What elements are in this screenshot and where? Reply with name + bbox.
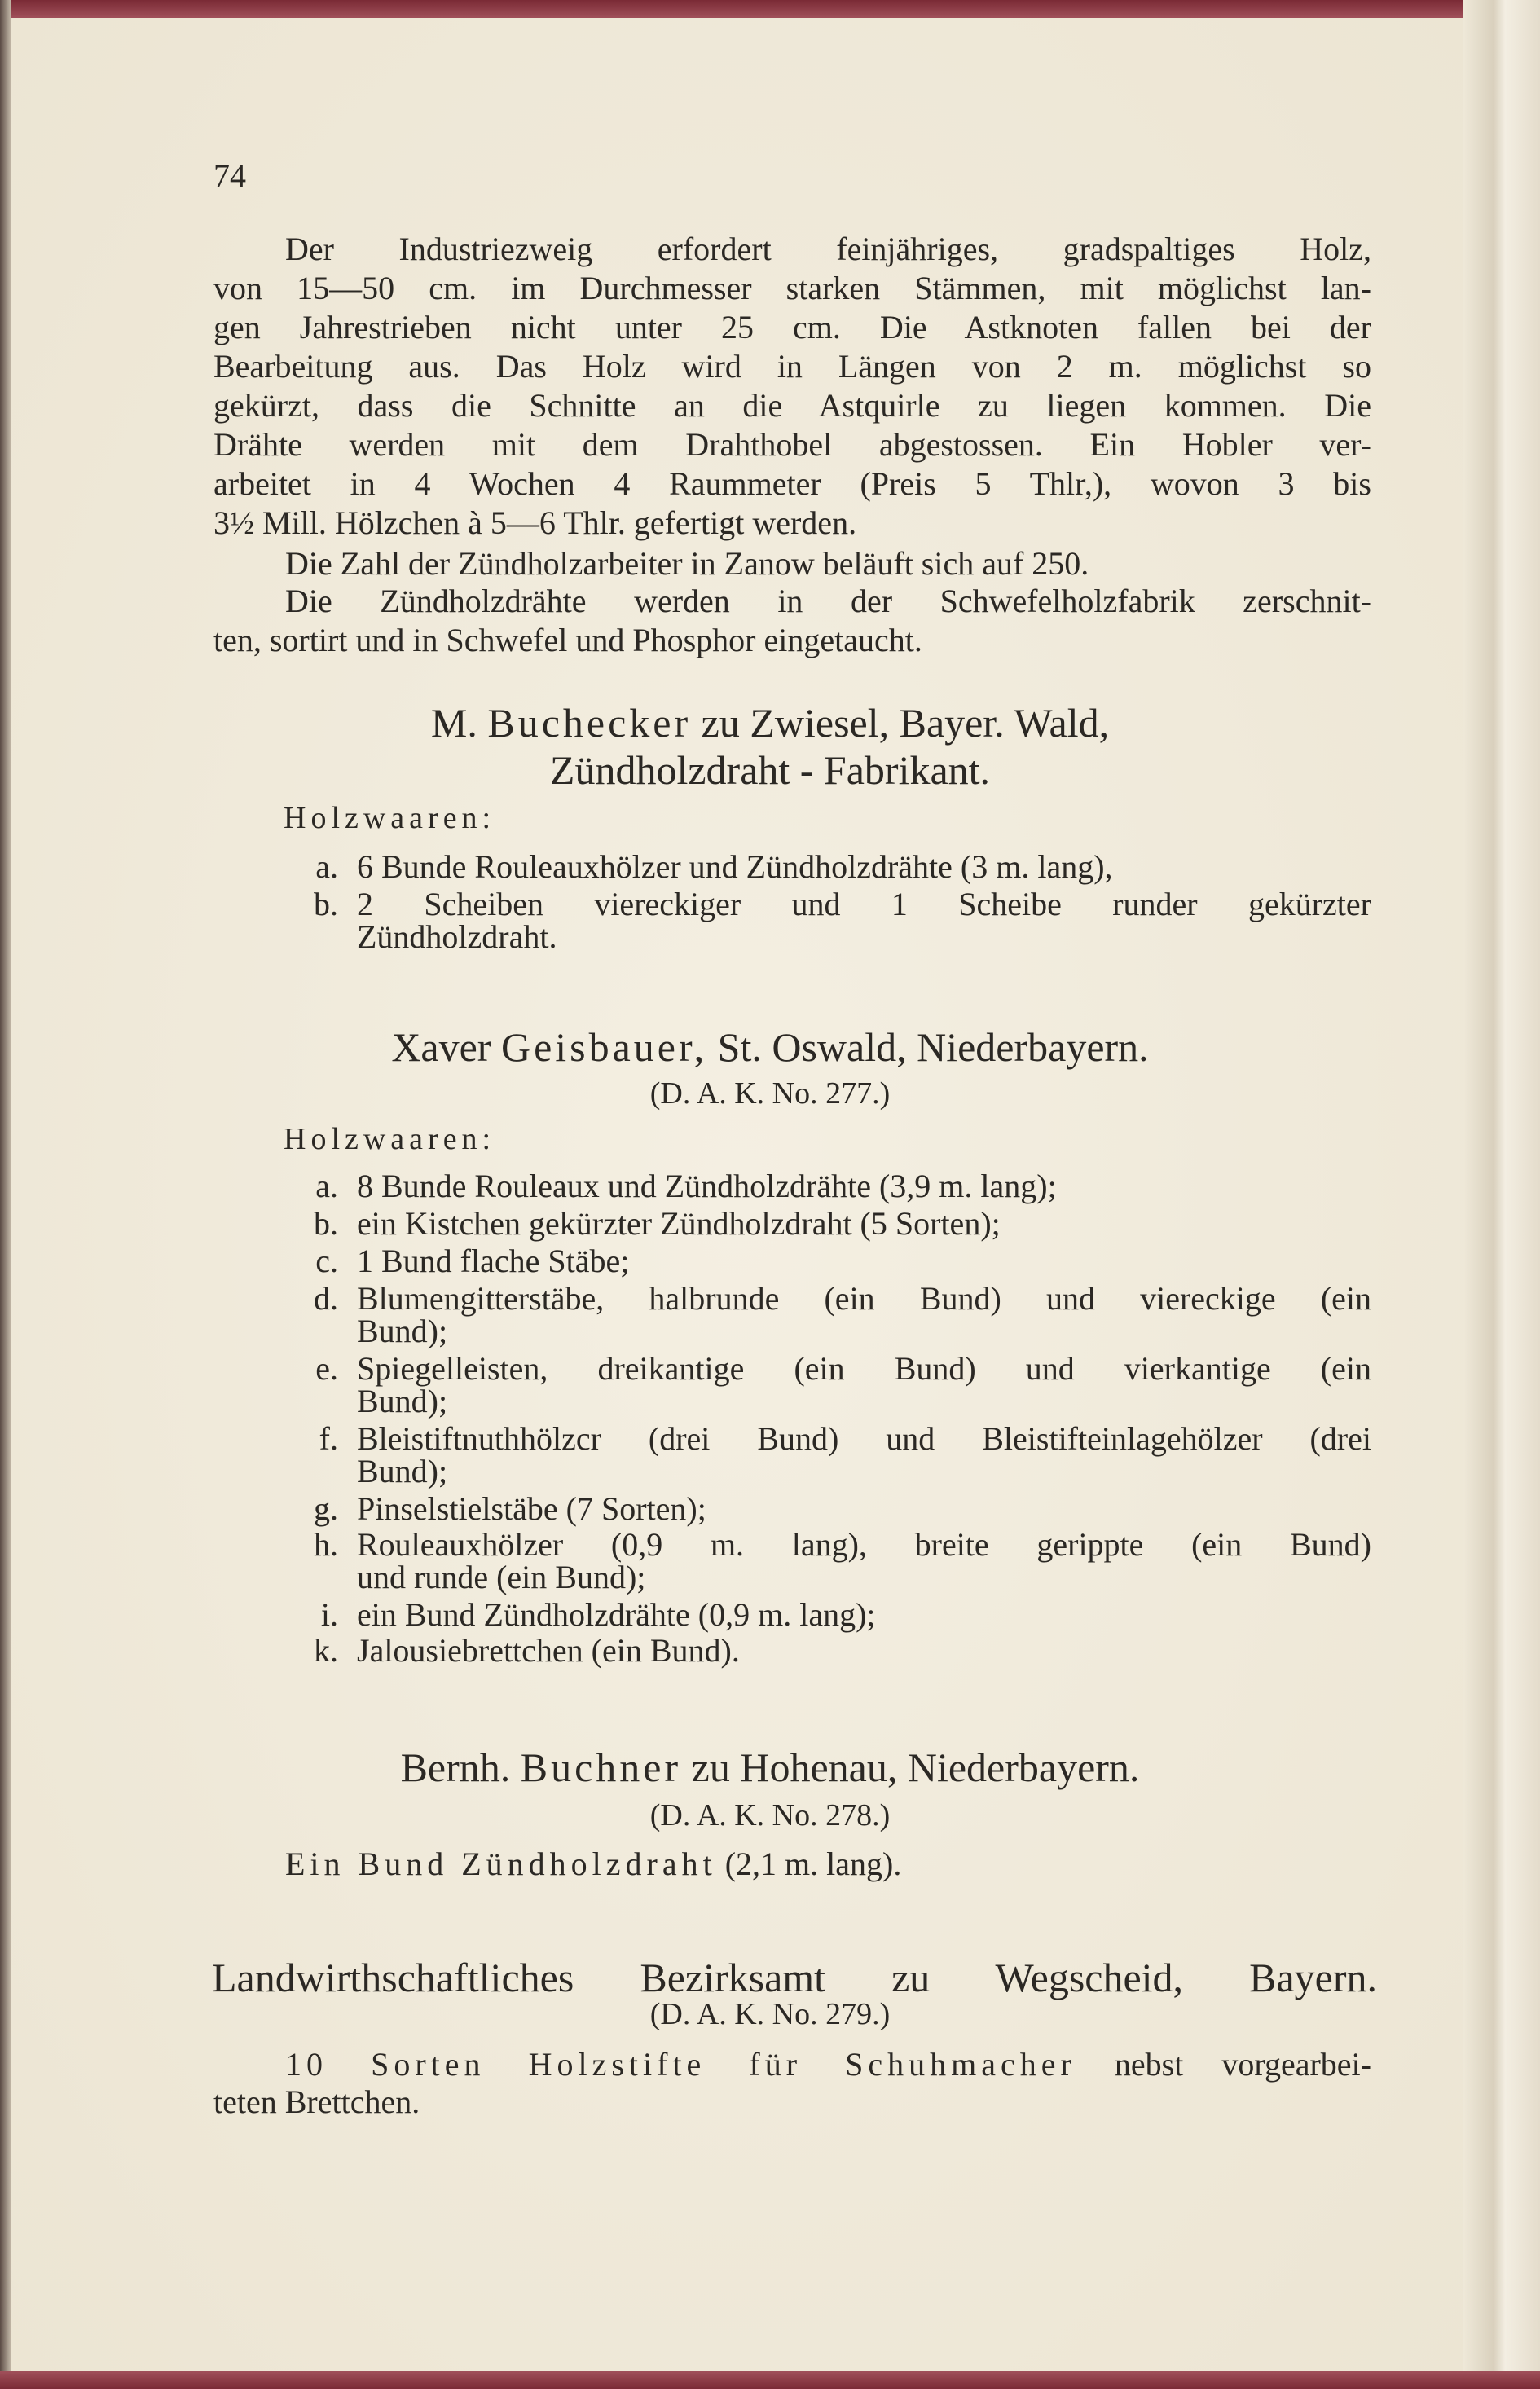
- entry-text: teten Brettchen.: [213, 2083, 420, 2120]
- heading-part: zu Hohenau, Niederbayern.: [691, 1744, 1140, 1790]
- text-line: gekürzt, dass die Schnitte an die Astquirle zu liegen kommen. Die: [213, 387, 1371, 424]
- item-label: f.: [319, 1420, 338, 1457]
- book-cover-bottom: [0, 2371, 1540, 2389]
- item-text: Zündholzdraht.: [357, 918, 557, 955]
- text-line: Der Industriezweig erfordert feinjähriges, gradspaltiges Holz,: [285, 231, 1371, 267]
- item-text: Bleistiftnuthhölzcr (drei Bund) und Bleistifteinlagehölzer (drei: [357, 1420, 1371, 1457]
- item-text: und runde (ein Bund);: [357, 1559, 646, 1595]
- exhibitor-name: Buchner: [520, 1744, 682, 1790]
- item-label: e.: [315, 1350, 338, 1387]
- exhibitor-name: Buchecker: [487, 700, 692, 746]
- item-text: Spiegelleisten, dreikantige (ein Bund) und vierkantige (ein: [357, 1350, 1371, 1387]
- item-text: 1 Bund flache Stäbe;: [357, 1243, 630, 1279]
- entry-subtitle: Zündholzdraht - Fabrikant.: [549, 747, 991, 793]
- item-text: Jalousiebrettchen (ein Bund).: [357, 1632, 740, 1669]
- entry-heading: [0, 1023, 1540, 1071]
- item-text: Bund);: [357, 1453, 448, 1489]
- catalogue-number: (D. A. K. No. 278.): [649, 1798, 891, 1832]
- item-text: Bund);: [357, 1383, 448, 1419]
- text-line: Die Zündholzdrähte werden in der Schwefelholzfabrik zerschnit-: [285, 583, 1371, 619]
- text-line: arbeitet in 4 Wochen 4 Raummeter (Preis 5 Thlr,), wovon 3 bis: [213, 465, 1371, 502]
- exhibitor-name: Geisbauer,: [500, 1024, 708, 1070]
- heading-part: Bernh.: [400, 1744, 511, 1790]
- text-line: 3½ Mill. Hölzchen à 5—6 Thlr. gefertigt werden.: [213, 504, 857, 541]
- item-label: b.: [314, 1205, 338, 1242]
- catalogue-number: (D. A. K. No. 277.): [649, 1076, 891, 1111]
- text-spaced: 10 Sorten Holzstifte für Schuhmacher: [285, 2046, 1076, 2083]
- entry-heading: [0, 699, 1540, 746]
- entry-text: [285, 2045, 1371, 2084]
- item-label: d.: [314, 1280, 338, 1317]
- book-cover-top: [0, 0, 1540, 18]
- item-text: ein Bund Zündholzdrähte (0,9 m. lang);: [357, 1596, 876, 1633]
- entry-heading: Landwirthschaftliches Bezirksamt zu Wegscheid, Bayern.: [212, 1955, 1377, 2000]
- page-number: 74: [213, 157, 246, 194]
- item-label: a.: [315, 848, 338, 885]
- catalogue-number: (D. A. K. No. 279.): [649, 1997, 891, 2031]
- item-text: Rouleauxhölzer (0,9 m. lang), breite gerippte (ein Bund): [357, 1526, 1371, 1563]
- text-line: Bearbeitung aus. Das Holz wird in Längen von 2 m. möglichst so: [213, 348, 1371, 385]
- text-line: Drähte werden mit dem Drahthobel abgestossen. Ein Hobler ver-: [213, 426, 1371, 463]
- item-text: Bund);: [357, 1313, 448, 1349]
- item-text: 6 Bunde Rouleauxhölzer und Zündholzdrähte (3 m. lang),: [357, 848, 1113, 885]
- category-label: Holzwaaren:: [284, 1122, 496, 1156]
- item-label: g.: [314, 1490, 338, 1527]
- item-text: Blumengitterstäbe, halbrunde (ein Bund) und viereckige (ein: [357, 1280, 1371, 1317]
- category-label: Holzwaaren:: [284, 801, 496, 835]
- text-rest: (2,1 m. lang).: [724, 1846, 902, 1882]
- item-label: a.: [315, 1168, 338, 1204]
- item-label: i.: [320, 1596, 338, 1633]
- item-label: k.: [314, 1632, 338, 1669]
- heading-part: M.: [430, 700, 477, 746]
- item-label: h.: [314, 1526, 338, 1563]
- item-text: Pinselstielstäbe (7 Sorten);: [357, 1490, 706, 1527]
- text-line: ten, sortirt und in Schwefel und Phosphor eingetaucht.: [213, 622, 922, 658]
- item-label: b.: [314, 886, 338, 922]
- text-rest: nebst vorgearbei-: [1114, 2046, 1371, 2083]
- heading-part: Xaver: [391, 1024, 491, 1070]
- item-text: 2 Scheiben viereckiger und 1 Scheibe runder gekürzter: [357, 886, 1371, 922]
- text-line: von 15—50 cm. im Durchmesser starken Stämmen, mit möglichst lan-: [213, 270, 1371, 306]
- item-text: 8 Bunde Rouleaux und Zündholzdrähte (3,9 m. lang);: [357, 1168, 1057, 1204]
- heading-part: zu Zwiesel, Bayer. Wald,: [701, 700, 1110, 746]
- item-text: ein Kistchen gekürzter Zündholzdraht (5 Sorten);: [357, 1205, 1001, 1242]
- item-label: c.: [315, 1243, 338, 1279]
- entry-text: [285, 1845, 1443, 1884]
- text-line: gen Jahrestrieben nicht unter 25 cm. Die Astknoten fallen bei der: [213, 309, 1371, 345]
- text-line: Die Zahl der Zündholzarbeiter in Zanow beläuft sich auf 250.: [285, 545, 1089, 582]
- entry-heading: [0, 1744, 1540, 1791]
- text-spaced: Ein Bund Zündholzdraht: [285, 1846, 717, 1882]
- heading-part: St. Oswald, Niederbayern.: [717, 1024, 1149, 1070]
